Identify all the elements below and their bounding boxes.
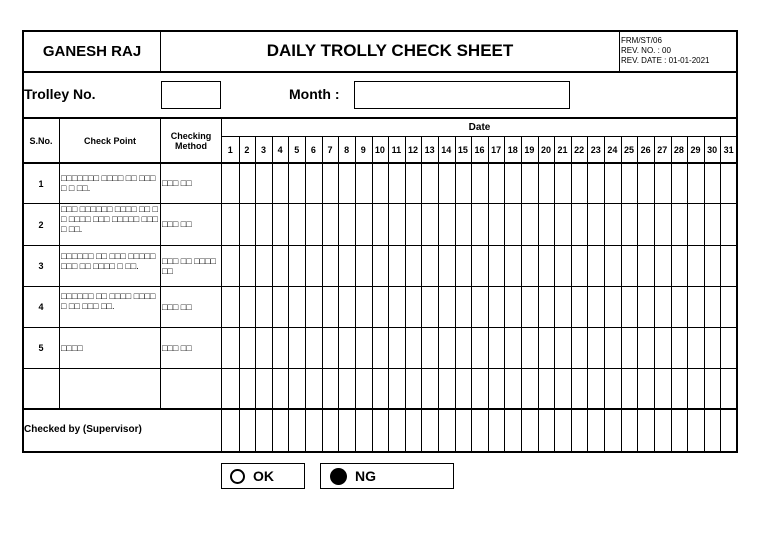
row-3-checkpoint: □□□□□□ □□ □□□ □□□□□ □□□ □□ □□□□ □ □□. [61, 251, 156, 271]
day-10: 10 [374, 145, 385, 155]
day-30: 30 [707, 145, 718, 155]
day-26: 26 [640, 145, 651, 155]
day-20: 20 [540, 145, 551, 155]
row-3-sno: 3 [38, 261, 44, 271]
day-28: 28 [673, 145, 684, 155]
row-1-checkpoint: □□□□□□□ □□□□ □□ □□□□ □ □□. [61, 173, 156, 193]
row-2-checkpoint: □□□ □□□□□□ □□□□ □□ □□ □□□□ □□□ □□□□□ □□□ □ □□. [61, 204, 158, 234]
row-4-sno: 4 [38, 302, 44, 312]
day-1: 1 [227, 145, 233, 155]
day-13: 13 [424, 145, 435, 155]
month-field[interactable] [354, 81, 570, 109]
row-3-method: □□□ □□ □□□□ □□ [162, 256, 216, 276]
trolley-no-field[interactable] [161, 81, 221, 109]
day-24: 24 [607, 145, 618, 155]
day-15: 15 [457, 145, 468, 155]
month-label: Month : [289, 86, 340, 102]
day-3: 3 [261, 145, 267, 155]
row-1-method: □□□ □□ [162, 178, 192, 188]
day-18: 18 [507, 145, 518, 155]
day-5: 5 [294, 145, 300, 155]
row-1-sno: 1 [38, 178, 44, 189]
day-7: 7 [327, 145, 333, 155]
day-14: 14 [441, 145, 452, 155]
trolley-label: Trolley No. [24, 86, 96, 102]
day-31: 31 [723, 145, 734, 155]
day-25: 25 [624, 145, 635, 155]
row-4-checkpoint: □□□□□□ □□ □□□□ □□□□□ □□ □□□ □□. [61, 291, 156, 311]
checked-by-label: Checked by (Supervisor) [24, 424, 142, 435]
day-17: 17 [491, 145, 502, 155]
row-5-sno: 5 [38, 343, 44, 353]
day-23: 23 [590, 145, 601, 155]
day-6: 6 [310, 145, 316, 155]
day-4: 4 [277, 145, 283, 155]
day-21: 21 [557, 145, 568, 155]
doc-code: FRM/ST/06 [621, 36, 662, 45]
legend-ng-label: NG [355, 468, 376, 484]
day-16: 16 [474, 145, 485, 155]
legend-ok-label: OK [253, 468, 274, 484]
col-sno-header: S.No. [29, 136, 53, 146]
day-22: 22 [574, 145, 585, 155]
filled-circle-icon [330, 468, 347, 485]
day-29: 29 [690, 145, 701, 155]
doc-info [621, 36, 736, 66]
page-title: DAILY TROLLY CHECK SHEET [266, 41, 514, 60]
rev-no: REV. NO. : 00 [621, 46, 671, 55]
legend-ng [320, 463, 454, 489]
row-5-checkpoint: □□□□ [61, 343, 83, 353]
day-19: 19 [524, 145, 535, 155]
open-circle-icon [230, 469, 245, 484]
day-12: 12 [408, 145, 419, 155]
day-9: 9 [360, 145, 366, 155]
company-name: GANESH RAJ [42, 42, 142, 60]
row-5-method: □□□ □□ [162, 343, 192, 353]
rev-date: REV. DATE : 01-01-2021 [621, 56, 710, 65]
row-2-sno: 2 [38, 219, 44, 230]
legend-ok [221, 463, 305, 489]
col-checkpoint-header: Check Point [83, 136, 136, 146]
day-8: 8 [344, 145, 350, 155]
row-2-method: □□□ □□ [162, 219, 192, 229]
row-4-method: □□□ □□ [162, 302, 192, 312]
day-2: 2 [244, 145, 250, 155]
day-27: 27 [657, 145, 668, 155]
col-date-header: Date [468, 122, 491, 133]
col-method-header: Checking Method [170, 131, 212, 151]
day-11: 11 [391, 145, 402, 155]
